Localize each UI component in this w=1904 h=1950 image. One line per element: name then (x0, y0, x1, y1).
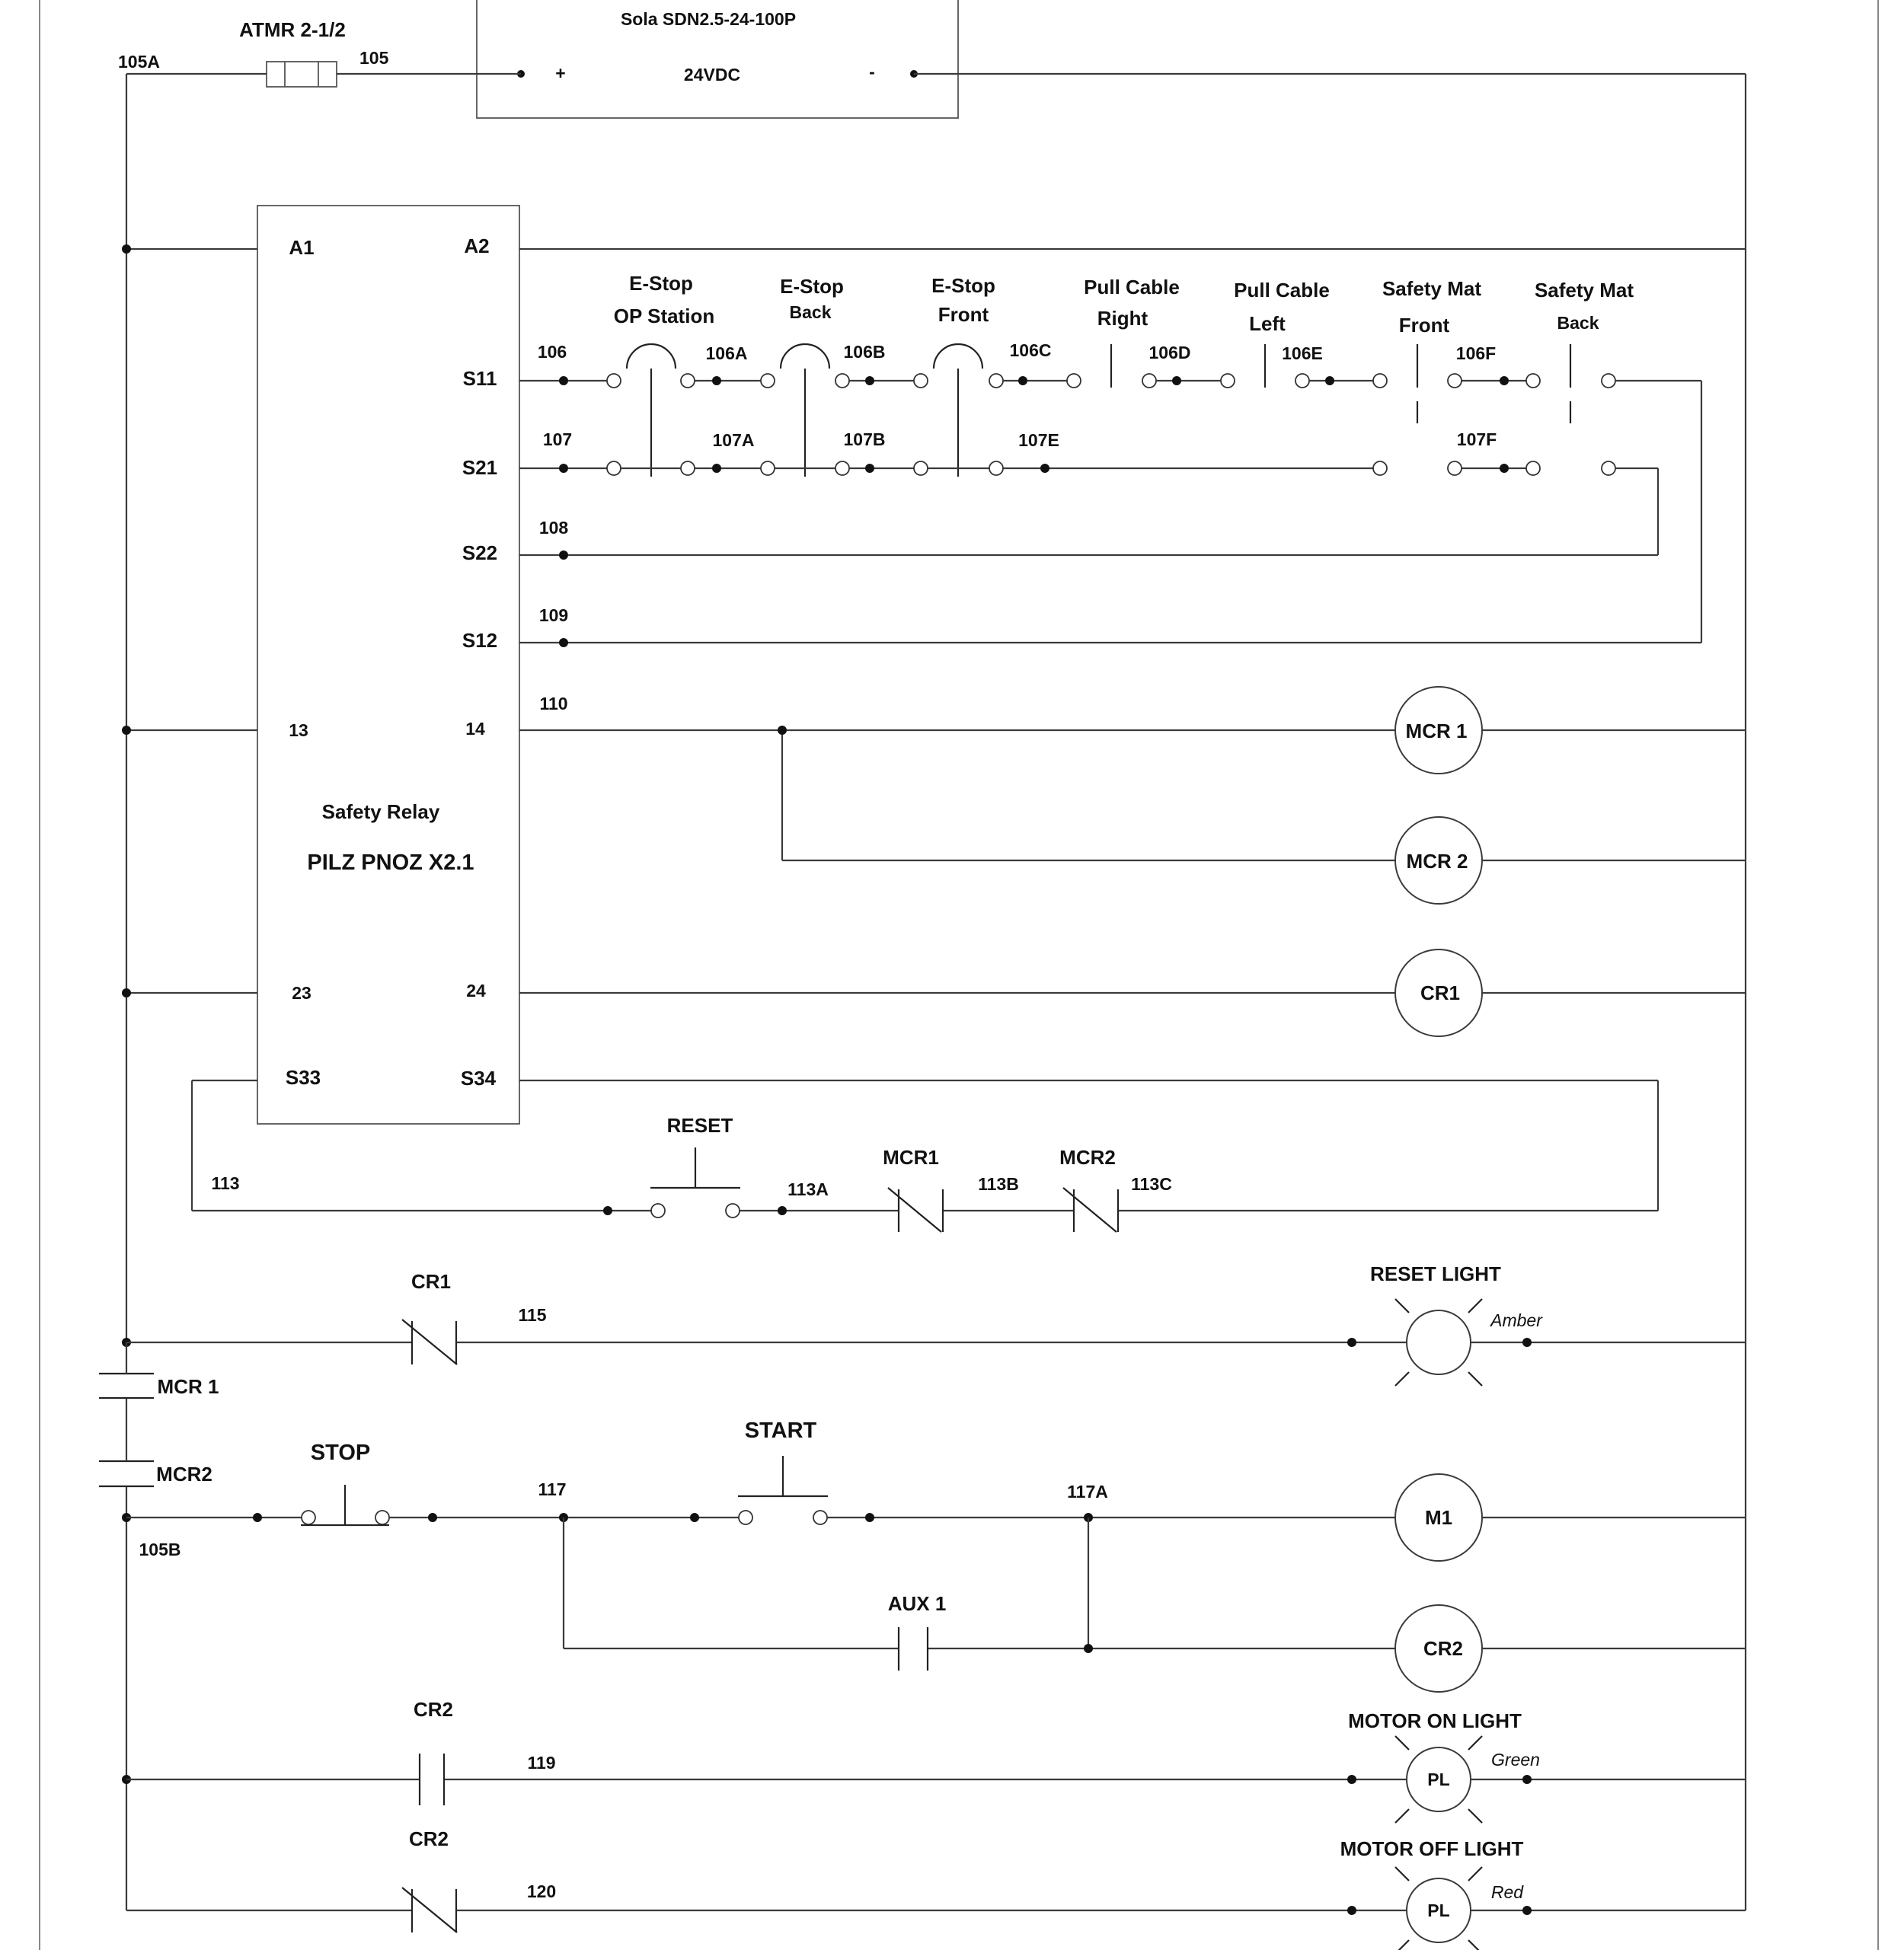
wire-113-label: 113 (211, 1173, 240, 1193)
power-supply-minus: - (869, 62, 875, 81)
reset-pushbutton[interactable] (650, 1114, 740, 1218)
coil-mcr2 (1395, 817, 1482, 904)
pull-left-label-2: Left (1249, 312, 1286, 335)
junction-23 (122, 988, 131, 997)
relay-model: PILZ PNOZ X2.1 (307, 851, 474, 875)
relay-terminal-a2: A2 (464, 235, 490, 257)
wire-106C-label: 106C (1009, 340, 1052, 360)
coil-m1-label: M1 (1424, 1506, 1453, 1529)
cr1-nc-contact (402, 1270, 457, 1364)
safety-relay (257, 206, 519, 1124)
stop-pushbutton[interactable] (301, 1441, 389, 1525)
pull-left-label-1: Pull Cable (1234, 279, 1330, 302)
coil-m1 (1395, 1474, 1482, 1561)
junction-a1 (122, 244, 131, 254)
node-106 (559, 376, 568, 385)
node-109 (559, 638, 568, 647)
power-supply-voltage: 24VDC (683, 65, 741, 85)
estop-back-label-2: Back (789, 302, 832, 322)
motor-off-symbol: PL (1427, 1901, 1450, 1920)
aux1-label: AUX 1 (887, 1592, 947, 1615)
reset-light (1370, 1262, 1543, 1386)
estop-back-label-1: E-Stop (780, 275, 844, 298)
cr1-contact-label: CR1 (411, 1270, 452, 1293)
wire-120-label: 120 (526, 1881, 557, 1901)
wire-106A-label: 106A (705, 343, 748, 363)
motor-on-light-color: Green (1491, 1750, 1540, 1770)
mat-front-label-1: Safety Mat (1382, 277, 1482, 300)
relay-terminal-14: 14 (465, 719, 485, 739)
coil-cr2-label: CR2 (1423, 1637, 1464, 1660)
wire-106-label: 106 (537, 342, 567, 362)
wire-107B-label: 107B (843, 429, 886, 449)
coil-cr1-label: CR1 (1420, 981, 1461, 1004)
wire-108-label: 108 (538, 518, 569, 538)
motor-off-light-color: Red (1490, 1882, 1524, 1902)
reset-light-label: RESET LIGHT (1370, 1262, 1501, 1285)
coil-cr2 (1395, 1605, 1482, 1692)
relay-terminal-s33: S33 (285, 1066, 321, 1089)
wire-105-label: 105 (359, 48, 389, 68)
node-113 (603, 1206, 612, 1215)
pull-right-label-2: Right (1097, 307, 1148, 330)
coil-mcr1-label: MCR 1 (1405, 720, 1468, 742)
mcr2-no-contact (99, 1428, 212, 1486)
aux1-branch (564, 1518, 1746, 1648)
relay-name: Safety Relay (321, 800, 440, 823)
wire-106E-label: 106E (1282, 343, 1323, 363)
wire-105A-label: 105A (118, 52, 160, 72)
wire-113B-label: 113B (978, 1174, 1019, 1194)
relay-terminal-23: 23 (292, 983, 311, 1003)
mcr2-side-label: MCR2 (156, 1463, 212, 1486)
motor-off-light-label: MOTOR OFF LIGHT (1340, 1837, 1524, 1860)
mcr2-nc-contact (1059, 1146, 1118, 1232)
relay-terminal-s34: S34 (460, 1067, 497, 1090)
node-106D (1172, 376, 1181, 385)
cr2-contact-a-label: CR2 (413, 1698, 454, 1721)
node-107F (1500, 464, 1509, 473)
fuse (239, 18, 346, 87)
safety-mat-back (1526, 279, 1634, 475)
wire-107E-label: 107E (1018, 430, 1059, 450)
node-106E (1325, 376, 1334, 385)
reset-label: RESET (666, 1114, 733, 1137)
wire-106B-label: 106B (843, 342, 886, 362)
wire-110-label: 110 (539, 694, 568, 713)
wire-107A-label: 107A (712, 430, 755, 450)
junction-13 (122, 726, 131, 735)
relay-terminal-s12: S12 (462, 629, 498, 652)
estop-op-label-2: OP Station (613, 305, 715, 327)
relay-terminal-24: 24 (466, 981, 486, 1001)
mcr2-contact-label: MCR2 (1059, 1146, 1116, 1169)
mat-back-label-2: Back (1557, 313, 1599, 333)
mcr1-nc-contact (883, 1146, 943, 1232)
fuse-label: ATMR 2-1/2 (239, 18, 346, 41)
relay-terminal-a1: A1 (289, 236, 315, 259)
start-label: START (744, 1419, 817, 1443)
estop-front-label-2: Front (938, 303, 989, 326)
cr2-nc-contact (402, 1827, 457, 1932)
power-supply (477, 0, 958, 118)
pull-right-label-1: Pull Cable (1084, 276, 1180, 298)
node-106F (1500, 376, 1509, 385)
wire-107F-label: 107F (1456, 429, 1497, 449)
power-supply-plus: + (555, 63, 566, 83)
wire-119-label: 119 (527, 1753, 556, 1773)
coil-mcr1 (1395, 687, 1482, 774)
wire-106F-label: 106F (1455, 343, 1497, 363)
cr2-contact-b-label: CR2 (408, 1827, 449, 1850)
motor-on-light-label: MOTOR ON LIGHT (1348, 1709, 1522, 1732)
aux1-contact (888, 1592, 947, 1671)
cr2-no-contact (414, 1698, 453, 1805)
node-107A (712, 464, 721, 473)
wire-109-label: 109 (538, 605, 569, 625)
wire-113C-label: 113C (1131, 1174, 1172, 1194)
estop-front (914, 274, 1003, 477)
node-108 (559, 551, 568, 560)
pull-cable-right (1067, 276, 1180, 388)
estop-front-label-1: E-Stop (931, 274, 995, 297)
node-106B (865, 376, 874, 385)
s11-channel (519, 381, 1701, 643)
wire-115-label: 115 (518, 1305, 547, 1325)
mat-front-label-2: Front (1398, 314, 1450, 337)
power-supply-model: Sola SDN2.5-24-100P (620, 9, 797, 29)
wire-105B-label: 105B (139, 1540, 181, 1559)
coil-cr1 (1395, 949, 1482, 1036)
node-107B (865, 464, 874, 473)
wire-106D-label: 106D (1148, 343, 1191, 362)
node-106C (1018, 376, 1027, 385)
wire-107-label: 107 (542, 429, 573, 449)
wire-117A-label: 117A (1067, 1482, 1108, 1502)
relay-terminal-s21: S21 (462, 456, 498, 479)
estop-back (761, 275, 849, 477)
mcr1-contact-label: MCR1 (883, 1146, 939, 1169)
node-107 (559, 464, 568, 473)
relay-terminal-s22: S22 (462, 541, 498, 564)
motor-off-light (1340, 1837, 1525, 1950)
motor-on-light (1348, 1709, 1540, 1823)
pull-cable-left (1221, 279, 1330, 388)
node-113A (778, 1206, 787, 1215)
relay-terminal-s11: S11 (462, 367, 497, 390)
wire-117-label: 117 (538, 1479, 567, 1499)
s21-channel (519, 468, 1658, 555)
node-106A (712, 376, 721, 385)
mcr1-side-label: MCR 1 (157, 1375, 219, 1398)
coil-mcr2-label: MCR 2 (1406, 850, 1468, 873)
wire-113A-label: 113A (787, 1179, 829, 1199)
start-pushbutton[interactable] (738, 1419, 828, 1524)
motor-on-symbol: PL (1427, 1770, 1450, 1789)
junction-110 (778, 726, 787, 735)
stop-label: STOP (310, 1441, 371, 1465)
estop-op-label-1: E-Stop (629, 272, 693, 295)
reset-light-color: Amber (1490, 1310, 1542, 1330)
node-107E (1040, 464, 1049, 473)
mcr1-no-contact (99, 1342, 219, 1398)
relay-terminal-13: 13 (289, 720, 308, 740)
mat-back-label-1: Safety Mat (1534, 279, 1634, 302)
estop-op-station (607, 272, 714, 477)
